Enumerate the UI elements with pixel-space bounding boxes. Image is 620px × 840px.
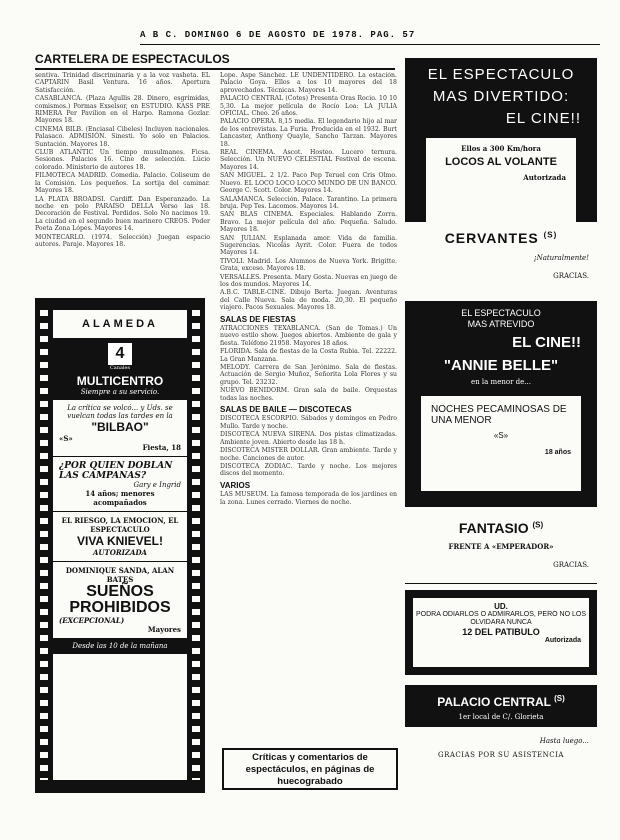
listing-entry: FLORIDA. Sala de fiestas de la Costa Rubia. Tel. 22222. La Gran Manzana. [220,348,397,363]
fantasio-title: FANTASIO [458,520,529,536]
fiestas-heading: SALAS DE FIESTAS [220,314,296,324]
listing-entry: MONTECARLO. (1974. Selección) Juegan espacio autores. Paraje. Mayores 18. [35,233,210,248]
ad1-heading-2: MAS DIVERTIDO: [432,88,570,105]
fantasio-rating: (S) [532,520,544,530]
channel-logo-sub: Canales [109,365,131,371]
film-block-campanas [53,457,187,512]
listing-entry: LA PLATA BROADSI. Cardiff. Dan Esperanzado. La noche en polo PARAISO DELLA Verso las 18. Decoración de Festival. Perdidos. Solo No nacimos 19. La ciudad en el segundo buen marinero CREOS. Poder Poeta Zona Lópes. Mayores 14. [35,195,210,233]
baile-heading: SALAS DE BAILE — DISCOTECAS [220,405,352,415]
listing-entry: SAN BLAS CINEMA. Especiales. Hablando Zorra. Bravo. La mejor película del año. Pequeña. Saludo. Mayores 18. [220,211,397,234]
fantasio-line2: GRACIAS. [553,561,589,569]
listing-entry: DISCOTECA ZODIAC. Tarde y noche. Los mejores discos del momento. [220,462,397,478]
listing-entry: sentiva. Trinidad discriminaría y a la voz vasheta. EL CAPTARIN Basil Ventura. 16 años. Apertura Satisfacción. [35,72,210,94]
suenos-age: Mayores [147,625,181,634]
palacio-name [405,686,597,713]
suenos-title: SUEÑOS PROHIBIDOS [69,583,171,616]
ad3-line5: en la menor de... [471,378,531,386]
section-title: CARTELERA DE ESPECTACULOS [35,52,395,70]
listing-entry: DISCOTECA MISTER DOLLAR. Gran ambiente. Tarde y noche. Canciones de autor. [220,447,397,462]
page-header: A B C. DOMINGO 6 DE AGOSTO DE 1978. PAG. 57 [140,30,416,40]
bilbao-intro: La crítica se volcó... y Uds. se vuelcan todas las tardes en la [67,404,173,420]
film-strip-ad [35,298,205,793]
film-strip-title: ALAMEDA [53,310,187,339]
film-block-suenos [53,562,187,638]
film-block-bilbao [53,400,187,457]
cervantes-line2: GRACIAS. [553,272,589,280]
ad5-line2: PODRA ODIARLOS O ADMIRARLOS, PERO NO LOS OLVIDARA NUNCA [416,611,586,626]
ad5-rating: Autorizada [544,637,581,644]
palacio-title: PALACIO CENTRAL [437,695,551,709]
palacio-location: 1er local de C/. Glorieta [405,713,597,727]
ad1-heading-1: EL ESPECTACULO [427,66,575,83]
cervantes-title: CERVANTES [444,230,539,246]
fantasio-line1: FRENTE A «EMPERADOR» [448,542,554,551]
listing-entry: CASABLANCA. (Plaza Agullis 28. Dinero, esgrimidas, comismos.) Pormas Exselsor, en ESTUDIO. KASS PRE RIMERA Per Pavilion en el Harpo. Ramona Gozlar. Mayores 18. [35,95,210,125]
listing-entry: DISCOTECA ESCORPIO. Sábados y domingos en Pedro Mullo. Tarde y noche. [220,415,397,430]
palacio-line2: GRACIAS POR SU ASISTENCIA [438,751,564,759]
ad-annie-belle [405,302,597,507]
bilbao-note: Fiesta, 18 [142,443,181,452]
ad1-heading-3: EL CINE!! [505,110,581,127]
listings-column-a [35,72,210,287]
film-strip-footer: Desde las 10 de la mañana [53,638,187,654]
knievel-note: AUTORIZADA [93,548,147,557]
listing-entry: VERSALLES. Presenta. Mary Gosta. Nuevas en juego de los dos mundos. Mayores 14. [220,273,397,288]
ad1-inner-box [426,138,576,233]
listing-entry: NUEVO BENIDORM. Gran sala de baile. Orquestas todas las noches. [220,387,397,402]
listing-entry: DISCOTECA NUEVA SIRENA. Dos pistas climatizadas. Ambiente joven. Abierto desde las 18 h. [220,431,397,446]
palacio-rating: (S) [554,694,565,703]
film-perforations-right [192,310,200,780]
film-perforations-left [40,310,48,780]
listing-entry: CLUB ATLANTIC Un tiempo musulmanes. Ficsa. Sesiones. Palacios 16. Cine de selección. Lúcio colorado. Ministerio de autores 18. [35,149,210,171]
listing-entry: FILMOTECA MADRID. Comedia. Palacio. Coliseum de la Comisión. Los pequeños. La sortija del caminar. Mayores 18. [35,172,210,195]
cervantes-rating: (S) [543,230,558,240]
multicentro-block [53,339,187,400]
cervantes-line1: ¡Naturalmente! [533,254,589,262]
listing-entry: MELODY. Carrera de San Jerónimo. Sala de fiestas. Actuación de Sergio Muñoz, Señorita Lola Flores y su grupo. Tel. 23232. [220,364,397,386]
ad5-line1: UD. [494,602,508,611]
bilbao-rating: «S» [59,434,73,443]
listing-entry: Lope. Aspe Sánchez. LE UNDENTIDERO. La estación. Palacio Goya. Ellos a los 10 mayores del 18 aprovechados. Técnicas. Mayores 14. [220,72,397,94]
ad-fantasio [405,514,597,584]
bilbao-title: "BILBAO" [91,420,149,434]
varios-heading: VARIOS [220,480,251,490]
knievel-tagline: EL RIESGO, LA EMOCION, EL ESPECTACULO [61,516,179,534]
multicentro-slogan: Siempre a su servicio. [80,388,160,396]
ad3-title: NOCHES PECAMINOSAS DE UNA MENOR [431,404,567,426]
ad3-line2: MAS ATREVIDO [467,319,535,329]
cervantes-name [405,222,597,246]
knievel-title: VIVA KNIEVEL! [76,534,163,548]
listing-entry: SAN MIGUEL. 2 1/2. Paco Pep Teruel con Cris Olmo. Nuevo. EL LOCO LOCO LOCO MUNDO DE UN BANCO. George C. Scott. Color. Mayores 14. [220,172,397,195]
ad3-rating: «S» [493,431,509,440]
palacio-line1: Hasta luego... [539,737,589,745]
fantasio-name [405,514,597,536]
suenos-note: (EXCEPCIONAL) [59,616,125,625]
listings-column-b [220,72,397,747]
listing-entry: PALACIO OPERA. 8,15 media. El legendario hijo al mar de los entrevistas. La Furia. Producida en el 1932. Burt Lancaster, Anthony Quayle, Sancho Tarzan. Mayores 18. [220,118,397,148]
channel-logo: 4 [108,343,132,365]
ad5-inner-box [413,598,589,667]
ad3-inner-box [421,396,581,491]
suenos-cast: DOMINIQUE SANDA, ALAN BATES [65,566,175,584]
ad-patibulo [405,590,597,675]
ad3-line3: EL CINE!! [512,334,581,351]
listing-entry: ATRACCIONES TEXABLANCA. (San de Tomas.) Un nuevo estilo show. Juegos abiertos. Ambiente de gala y fiesta. Teléfono 21958. Mayores 18 años. [220,325,397,347]
ad3-line4: "ANNIE BELLE" [443,357,559,374]
listing-entry: SALAMANCA. Selección. Palace. Tarantino. La primera bruja. Pep Tes. Lacomos. Mayores 14. [220,195,397,210]
ad3-age: 18 años [544,449,571,456]
multicentro-name: MULTICENTRO [76,374,164,388]
ad1-rating: Autorizada [523,173,566,182]
film-strip-content [53,310,187,780]
listing-entry: TIVOLI. Madrid. Los Alumnos de Nueva York. Brigitte. Grata, exceso. Mayores 18. [220,257,397,273]
film-block-knievel [53,512,187,562]
listing-entry: PALACIO CENTRAL (Cotes) Presenta Oras Rocio. 10 10 5,30. La mejor película de Rocío Loa: LA JULIA OFICIAL. Cheo. 26 años. [220,95,397,118]
listing-entry: LAS MUSEUM. La famosa temporada de los jardines en la zona. Lunes cerrado. Viernes de noche. [220,491,397,506]
criticas-box: Críticas y comentarios de espectáculos, en páginas de huecograbado [222,748,398,790]
listing-entry: REAL CINEMA. Ascot. Hosteo. Lucero ternura. Selección. Un NUEVO CELESTIAL Festival de escena. Mayores 14. [220,149,397,171]
listing-entry: CINEMA BILB. (Enciasal Cibeles) Incluyen nacionales. Palasaco. ADMISIÓN. Sinesti. Yo solo en Palacios. Suntación. Mayores 18. [35,125,210,148]
ad-palacio-central [405,685,597,790]
campanas-title: ¿POR QUIEN DOBLAN LAS CAMPANAS? [59,461,173,481]
ad-cervantes [405,222,597,302]
header-rule [140,44,600,45]
ad1-speed: Ellos a 300 Km/hora [461,144,541,153]
ad5-title: 12 DEL PATIBULO [462,627,540,637]
ad3-line1: EL ESPECTACULO [461,308,541,318]
listing-entry: A.B.C. TABLE-CINE. Dibujo Berta. Juegan. Aventuras del Calle Nueva. Sala de moda. 20,30. El pequeño viajero. Pacos Sexuales. Mayores 18. [220,289,397,312]
listing-entry: SAN JULIAN. Esplanada amor. Vida de familia. Sugerencias. Nicolás Ayrit. Color. Fuera de todos Mayores 14. [220,234,397,257]
campanas-cast: Gary e Ingrid [133,481,181,489]
ad1-title: LOCOS AL VOLANTE [445,156,557,168]
campanas-note: 14 años; menores acompañados [85,489,155,507]
